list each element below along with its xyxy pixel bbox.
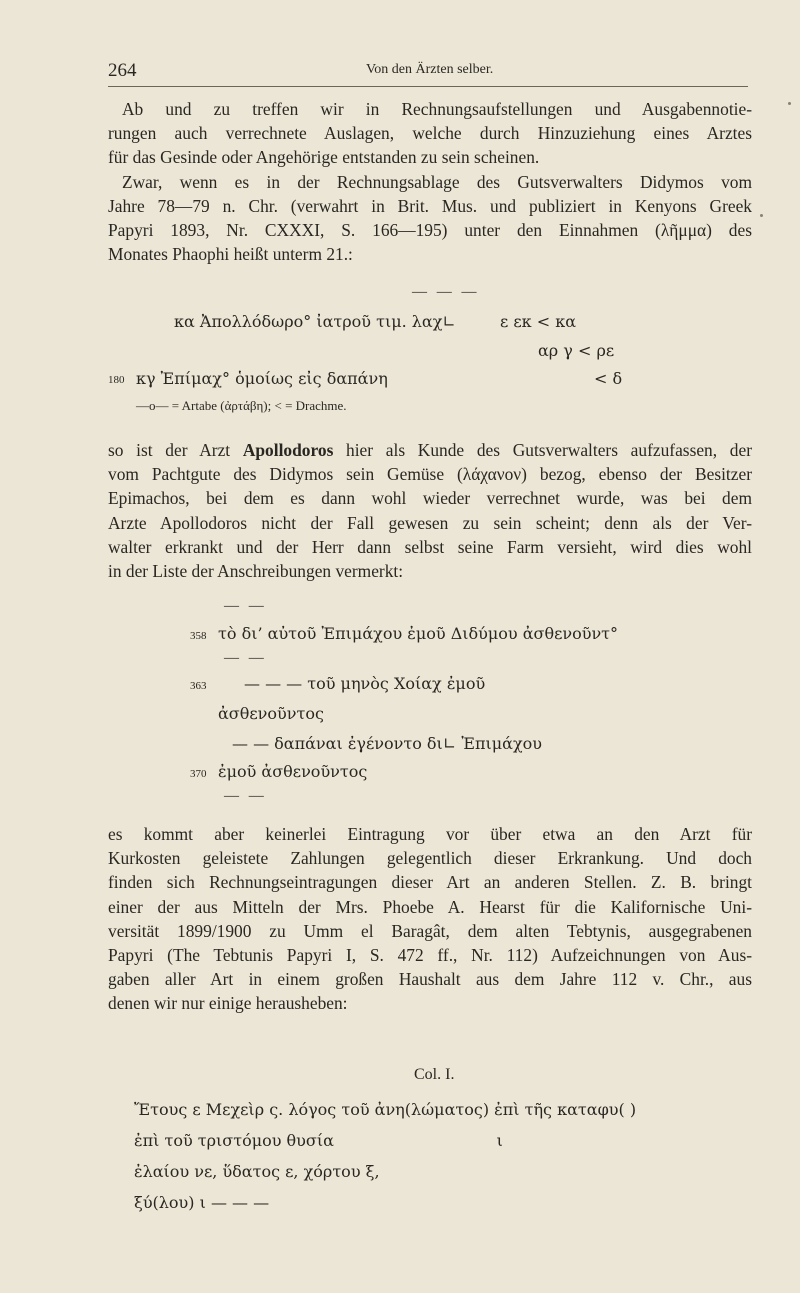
quote-amount: αρ γ < ρε [538,341,615,360]
text-line: versität 1899/1900 zu Umm el Baragât, dem alten Tebtynis, ausgegrabenen [108,920,752,941]
text-line: Jahre 78—79 n. Chr. (verwahrt in Brit. Mus. und publiziert in Kenyons Greek [108,195,752,216]
separator-dashes: — — [224,598,267,614]
text-line: Kurkosten geleistete Zahlungen gelegentlich dieser Erkrankung. Und doch [108,848,752,869]
page-header [108,58,748,87]
separator-dashes: — — [224,788,267,804]
page-number: 264 [108,60,137,81]
column-line: ἐπὶ τοῦ τριστόμου θυσία ι [134,1131,503,1150]
column-line: ξύ(λου) ι — — — [134,1193,270,1212]
line-number: 180 [108,374,125,386]
text-line: Papyri (The Tebtunis Papyri I, S. 472 ff., Nr. 112) Aufzeichnungen von Aus- [108,945,752,966]
quote-amount: ε εκ < κα [500,312,577,331]
text-line: Papyri 1893, Nr. CXXXI, S. 166—195) unter den Einnahmen (λῆμμα) des [108,220,752,241]
quote-line: κα Ἀπολλόδωρο° ἰατροῦ τιμ. λαχ∟ [174,312,456,331]
quote-line: — — δαπάναι ἐγένοντο δι∟ Ἐπιμάχου [232,734,543,753]
paragraph-tebtunis [108,822,752,1016]
quote-line: ἀσθενοῦντος [218,704,324,723]
column-line: Ἔτους ε Μεχεὶρ ς. λόγος τοῦ ἀνη(λώματος) ἐπὶ τῆς καταφυ( ) [134,1100,637,1119]
text-line: einer der aus Mitteln der Mrs. Phoebe A. Hearst für die Kalifornische Uni- [108,896,752,917]
text-line: in der Liste der Anschreibungen vermerkt: [108,561,404,582]
text-line: vom Pachtgute des Didymos sein Gemüse (λάχανον) bezog, ebenso der Besitzer [108,464,752,485]
separator-dashes: — — — [412,284,480,300]
text-line: finden sich Rechnungseintragungen dieser Art an anderen Stellen. Z. B. bringt [108,872,752,893]
text-line: denen wir nur einige herausheben: [108,993,348,1014]
quote-line: τὸ δι’ αὐτοῦ Ἐπιμάχου ἐμοῦ Διδύμου ἀσθενοῦντ° [218,624,619,643]
paper-speck [788,102,791,105]
bold-name: Apollodoros [242,440,334,460]
column-heading: Col. I. [414,1066,455,1083]
quote-line: ἐμοῦ ἀσθενοῦντος [218,762,368,781]
paragraph-apollodoros [108,438,752,583]
quote-line: κγ Ἐπίμαχ° ὁμοίως εἰς δαπάνη [136,369,388,388]
quote-line: — — — τοῦ μηνὸς Χοίαχ ἐμοῦ [244,674,486,693]
text-line: Epimachos, bei dem es dann wohl wieder verrechnet wurde, was bei dem [108,488,752,509]
line-number: 363 [190,680,207,692]
paper-speck [760,214,763,217]
line-number: 370 [190,768,207,780]
text-line: für das Gesinde oder Angehörige entstanden zu sein scheinen. [108,147,540,168]
text-line: so ist der Arzt Apollodoros hier als Kunde des Gutsverwalters aufzufassen, der [108,440,752,460]
text-line: walter erkrankt und der Herr dann selbst seine Farm versieht, wird dies wohl [108,536,752,557]
line-number: 358 [190,630,207,642]
separator-dashes: — — [224,650,267,666]
quote-amount: < δ [594,369,623,388]
text-line: gaben aller Art in einem großen Haushalt aus dem Jahre 112 v. Chr., aus [108,969,752,990]
running-title: Von den Ärzten selber. [366,62,494,77]
abbreviation-note: —o— = Artabe (ἀρτάβη); < = Drachme. [136,398,347,413]
paragraph-intro [108,97,752,266]
text-line: Ab und zu treffen wir in Rechnungsaufstellungen und Ausgabennotie- [122,99,752,119]
column-line: ἐλαίου νε, ὕδατος ε, χόρτου ξ, [134,1162,380,1181]
text-line: es kommt aber keinerlei Eintragung vor über etwa an den Arzt für [108,824,752,844]
text-line: Monates Phaophi heißt unterm 21.: [108,244,353,265]
text-line: Arzte Apollodoros nicht der Fall gewesen zu sein scheint; denn als der Ver- [108,512,752,533]
text-line: rungen auch verrechnete Auslagen, welche durch Hinzuziehung eines Arztes [108,123,752,144]
text-line: Zwar, wenn es in der Rechnungsablage des Gutsverwalters Didymos vom [122,171,752,192]
